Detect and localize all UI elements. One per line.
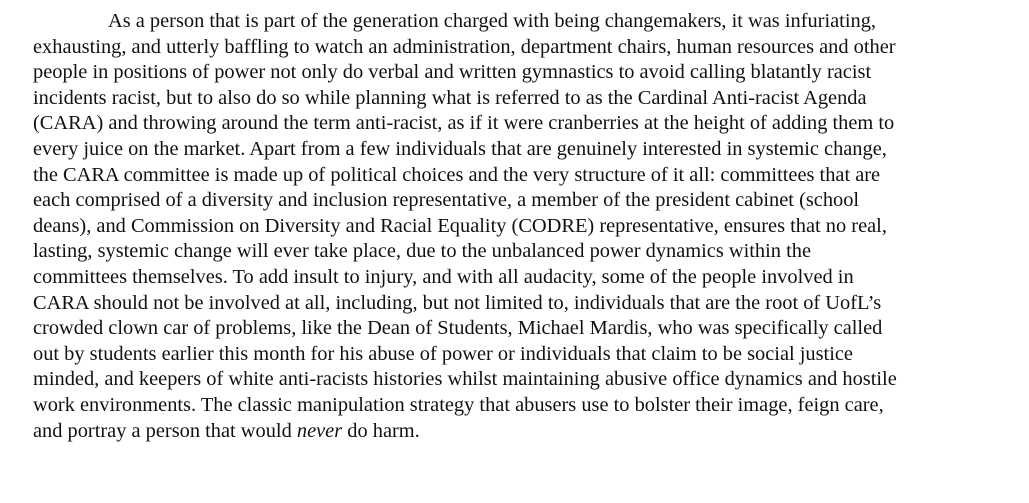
text-segment: do harm. [342,419,420,442]
text-segment: incidents racist, but to also do so while planning what is referred to as the Cardinal Anti-racist Agenda [33,86,867,109]
text-line [33,188,1013,214]
text-segment: lasting, systemic change will ever take place, due to the unbalanced power dynamics within the [33,240,811,263]
text-line [33,342,1013,368]
text-segment: crowded clown car of problems, like the Dean of Students, Michael Mardis, who was specifically called [33,317,883,340]
text-line [33,35,1013,61]
text-segment: As a person that is part of the generation charged with being changemakers, it was infuriating, [108,10,877,32]
text-line [33,163,1013,189]
text-line [33,367,1013,393]
text-line [33,291,1013,317]
text-segment: work environments. The classic manipulation strategy that abusers use to bolster their image, feign care, [33,393,884,416]
text-segment: minded, and keepers of white anti-racists histories whilst maintaining abusive office dynamics and hostile [33,368,897,391]
text-segment: every juice on the market. Apart from a few individuals that are genuinely interested in systemic change, [33,137,887,160]
text-line [33,393,1013,419]
text-line [33,137,1013,163]
emphasized-text: never [296,419,343,442]
text-line [33,316,1013,342]
text-segment: out by students earlier this month for his abuse of power or individuals that claim to be social justice [33,342,853,365]
text-segment: and portray a person that would [33,419,297,442]
text-line [33,111,1013,137]
text-segment: each comprised of a diversity and inclusion representative, a member of the president cabinet (school [33,189,860,212]
text-segment: the CARA committee is made up of political choices and the very structure of it all: committees that are [33,163,881,186]
text-segment: committees themselves. To add insult to injury, and with all audacity, some of the people involved in [33,265,854,288]
document-body [33,9,1013,444]
text-line [33,265,1013,291]
text-line [33,9,1013,35]
text-line [33,419,1013,445]
text-line [33,239,1013,265]
text-line [33,86,1013,112]
text-line [33,60,1013,86]
text-segment: (CARA) and throwing around the term anti-racist, as if it were cranberries at the height of adding them to [33,112,895,135]
text-segment: exhausting, and utterly baffling to watch an administration, department chairs, human resources and other [33,35,896,58]
text-line [33,214,1013,240]
body-paragraph [33,9,1013,444]
text-segment: people in positions of power not only do verbal and written gymnastics to avoid calling blatantly racist [33,61,872,84]
text-segment: deans), and Commission on Diversity and Racial Equality (CODRE) representative, ensures that no real, [33,214,887,237]
text-segment: CARA should not be involved at all, including, but not limited to, individuals that are the root of UofL’s [33,291,882,314]
